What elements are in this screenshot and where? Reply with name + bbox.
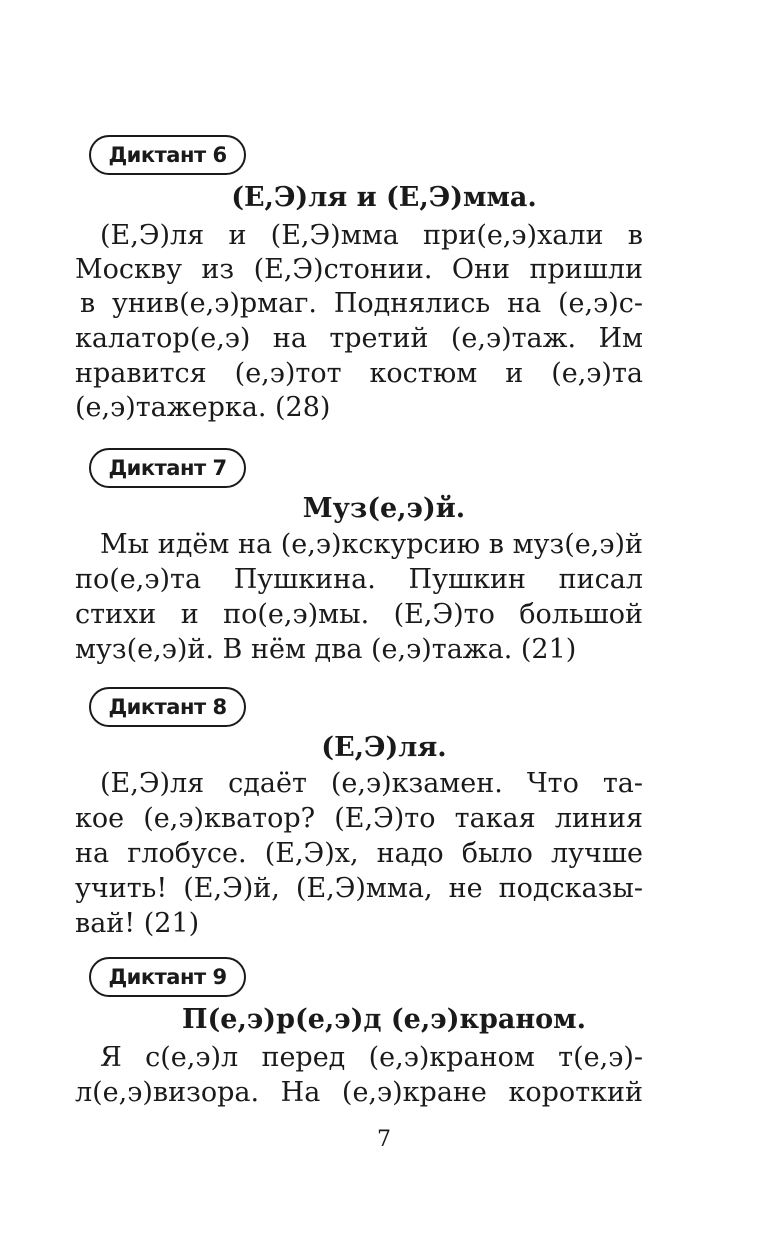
dictation-8-badge: Диктант 8 <box>89 687 246 727</box>
dictation-6-title: (Е,Э)ля и (Е,Э)мма. <box>231 182 537 213</box>
dictation-8-line: вай! (21) <box>75 908 200 939</box>
dictation-8-line: (Е,Э)ля сдаёт (е,э)кзамен. Что та- <box>100 768 643 799</box>
dictation-9-line: Я с(е,э)л перед (е,э)краном т(е,э)- <box>100 1042 643 1073</box>
dictation-6-line: калатор(е,э) на третий (е,э)таж. Им <box>75 323 643 354</box>
dictation-6-line: (Е,Э)ля и (Е,Э)мма при(е,э)хали в <box>100 220 643 251</box>
dictation-7-line: муз(е,э)й. В нём два (е,э)тажа. (21) <box>75 634 577 665</box>
dictation-8-line: учить! (Е,Э)й, (Е,Э)мма, не подсказы- <box>75 873 643 904</box>
dictation-9-title: П(е,э)р(е,э)д (е,э)краном. <box>182 1004 586 1035</box>
dictation-7-line: по(е,э)та Пушкина. Пушкин писал <box>75 564 643 595</box>
dictation-6-line: (е,э)тажерка. (28) <box>75 392 331 423</box>
page-number: 7 <box>377 1127 391 1152</box>
dictation-9-badge: Диктант 9 <box>89 957 246 997</box>
dictation-6-line: в унив(е,э)рмаг. Поднялись на (е,э)с- <box>80 288 643 319</box>
dictation-6-line: нравится (е,э)тот костюм и (е,э)та <box>75 358 643 389</box>
dictation-6-line: Москву из (Е,Э)стонии. Они пришли <box>75 254 643 285</box>
dictation-8-line: на глобусе. (Е,Э)х, надо было лучше <box>75 838 643 869</box>
dictation-8-line: кое (е,э)кватор? (Е,Э)то такая линия <box>75 803 643 834</box>
dictation-7-badge: Диктант 7 <box>89 448 246 488</box>
dictation-6-badge: Диктант 6 <box>89 135 246 175</box>
dictation-9-line: л(е,э)визора. На (е,э)кране короткий <box>75 1077 643 1108</box>
dictation-7-line: Мы идём на (е,э)кскурсию в муз(е,э)й <box>100 529 643 560</box>
dictation-7-line: стихи и по(е,э)мы. (Е,Э)то большой <box>75 599 643 630</box>
dictation-7-title: Муз(е,э)й. <box>302 493 466 524</box>
dictation-8-title: (Е,Э)ля. <box>321 732 447 763</box>
